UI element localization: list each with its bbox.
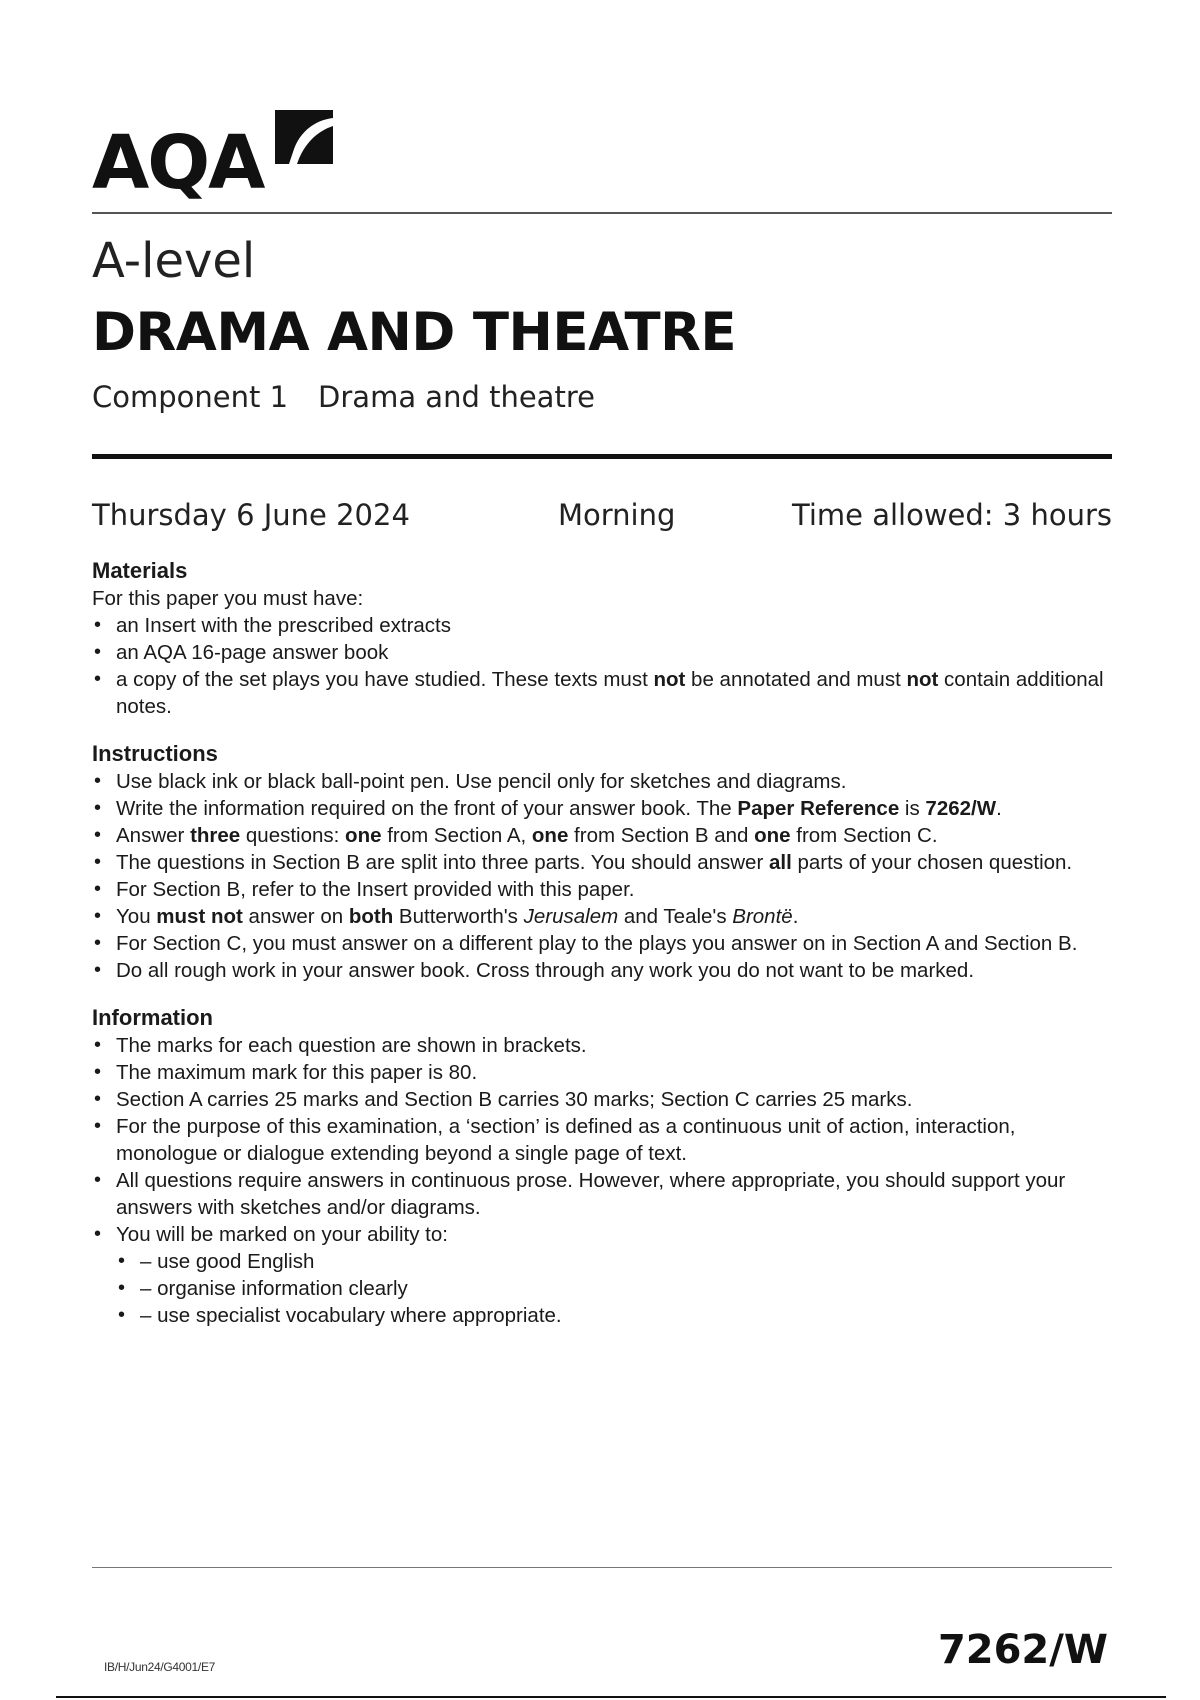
information-section bbox=[92, 1004, 1112, 1329]
information-item: • For the purpose of this examination, a ‘section’ is defined as a continuous unit of action, interaction, monologue or dialogue extending beyond a single page of text. bbox=[92, 1113, 1112, 1167]
materials-item: • an AQA 16-page answer book bbox=[92, 639, 1112, 666]
instructions-item: • Answer three questions: one from Section A, one from Section B and one from Section C. bbox=[92, 822, 1112, 849]
qualification-level: A-level bbox=[92, 233, 256, 289]
ability-sub-list bbox=[116, 1248, 1112, 1329]
instructions-item: • Do all rough work in your answer book. Cross through any work you do not want to be marked. bbox=[92, 957, 1112, 984]
exam-date: Thursday 6 June 2024 bbox=[92, 498, 410, 532]
information-item: • All questions require answers in continuous prose. However, where appropriate, you should support your answers with sketches and/or diagrams. bbox=[92, 1167, 1112, 1221]
ability-item: • – organise information clearly bbox=[116, 1275, 1112, 1302]
materials-section bbox=[92, 557, 1112, 720]
instructions-item: • For Section B, refer to the Insert provided with this paper. bbox=[92, 876, 1112, 903]
component-label: Component 1 bbox=[92, 380, 289, 414]
aqa-logo bbox=[92, 104, 335, 206]
instructions-item: • Write the information required on the front of your answer book. The Paper Reference is 7262/W. bbox=[92, 795, 1112, 822]
instructions-item: • For Section C, you must answer on a different play to the plays you answer on in Section A and Section B. bbox=[92, 930, 1112, 957]
information-item: • You will be marked on your ability to: • – use good English • – organise information clearly • – use specialist vocabulary where appropriate. bbox=[92, 1221, 1112, 1329]
instructions-item: • The questions in Section B are split into three parts. You should answer all parts of your chosen question. bbox=[92, 849, 1112, 876]
thick-divider bbox=[92, 454, 1112, 459]
exam-session: Morning bbox=[558, 498, 676, 532]
instructions-body bbox=[92, 557, 1112, 1349]
information-heading: Information bbox=[92, 1005, 213, 1030]
ability-item: • – use good English bbox=[116, 1248, 1112, 1275]
materials-intro: For this paper you must have: bbox=[92, 587, 364, 610]
instructions-heading: Instructions bbox=[92, 741, 218, 766]
logo-text: AQA bbox=[92, 120, 264, 206]
footer-divider bbox=[92, 1567, 1112, 1568]
exam-details-row bbox=[92, 498, 1112, 533]
materials-item: • an Insert with the prescribed extracts bbox=[92, 612, 1112, 639]
time-allowed: Time allowed: 3 hours bbox=[792, 498, 1112, 532]
information-item: • The maximum mark for this paper is 80. bbox=[92, 1059, 1112, 1086]
footer-code: IB/H/Jun24/G4001/E7 bbox=[104, 1660, 216, 1674]
ability-item: • – use specialist vocabulary where appropriate. bbox=[116, 1302, 1112, 1329]
page-bottom-line bbox=[56, 1696, 1166, 1698]
information-item: • The marks for each question are shown in brackets. bbox=[92, 1032, 1112, 1059]
subject-title: DRAMA AND THEATRE bbox=[92, 302, 737, 363]
materials-heading: Materials bbox=[92, 558, 188, 583]
footer-paper-reference: 7262/W bbox=[937, 1627, 1108, 1673]
aqa-leaf-icon bbox=[269, 108, 335, 168]
instructions-item: • Use black ink or black ball-point pen. Use pencil only for sketches and diagrams. bbox=[92, 768, 1112, 795]
materials-item: • a copy of the set plays you have studied. These texts must not be annotated and must not contain additional notes. bbox=[92, 666, 1112, 720]
component-title: Drama and theatre bbox=[318, 380, 595, 414]
instructions-section bbox=[92, 740, 1112, 984]
instructions-item: • You must not answer on both Butterworth's Jerusalem and Teale's Brontë. bbox=[92, 903, 1112, 930]
information-item: • Section A carries 25 marks and Section B carries 30 marks; Section C carries 25 marks. bbox=[92, 1086, 1112, 1113]
component-line bbox=[92, 380, 595, 414]
top-divider bbox=[92, 212, 1112, 214]
